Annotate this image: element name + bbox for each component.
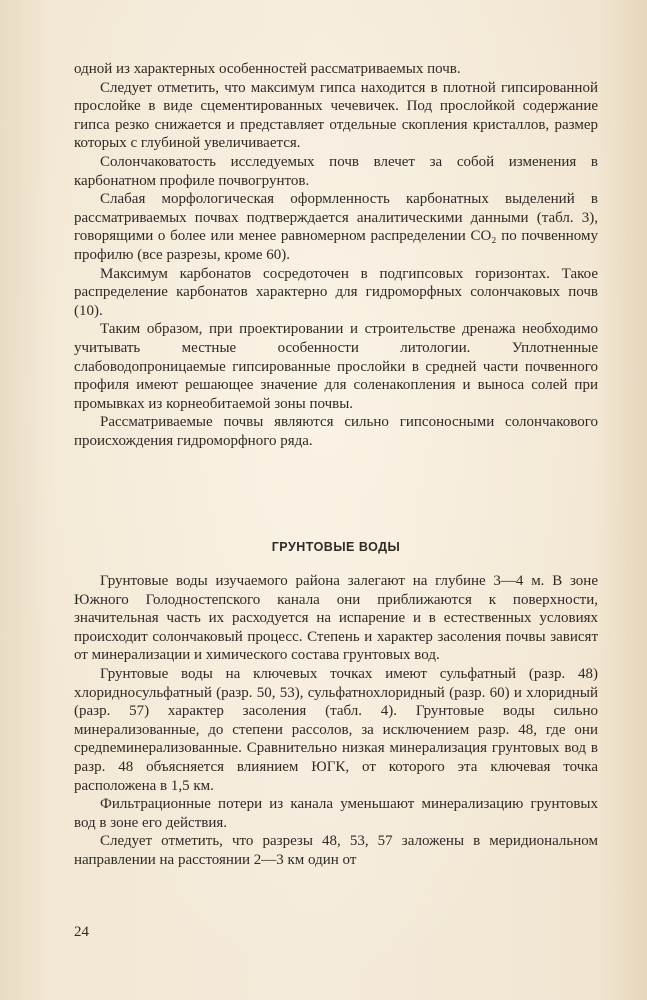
text-block-groundwater	[74, 572, 598, 870]
paragraph: Солончаковатость исследуемых почв влечет за собой изменения в карбонатном профиле почвогрунтов.	[74, 153, 598, 189]
paragraph: Фильтрационные потери из канала уменьшают минерализацию грунтовых вод в зоне его действия.	[74, 796, 598, 831]
paragraph: Следует отметить, что разрезы 48, 53, 57 заложены в меридиональном направлении на расстоянии 2—3 км один от	[74, 833, 598, 868]
section-heading: ГРУНТОВЫЕ ВОДЫ	[271, 540, 401, 554]
paragraph: Грунтовые воды на ключевых точках имеют сульфатный (разр. 48) хлоридносульфатный (разр. 50, 53), сульфатнохлоридный (разр. 60) и хлоридный (разр. 57) характер засоления (табл. 4). Грунтовые воды сильно минерализованные, до степени рассолов, за исключением разр. 48, где они средneминерализованные. Сравнительно низкая минерализация грунтовых вод в разр. 48 объясняется влиянием ЮГК, от которого эта ключевая точка расположена в 1,5 км.	[74, 665, 598, 794]
paragraph: Максимум карбонатов сосредоточен в подгипсовых горизонтах. Такое распределение карбонатов характерно для гидроморфных солончаковых почв (10).	[74, 265, 598, 319]
page-number: 24	[74, 924, 89, 940]
paragraph: Следует отметить, что максимум гипса находится в плотной гипсированной прослойке в виде сцементированных чечевичек. Под прослойкой содержание гипса резко снижается и представляет отдельные скопления кристаллов, размер которых с глубиной увеличивается.	[74, 79, 598, 152]
paragraph: Грунтовые воды изучаемого района залегают на глубине 3—4 м. В зоне Южного Голодностепского канала они приближаются к поверхности, значительная часть их расходуется на испарение и в естественных условиях происходит солончаковый процесс. Степень и характер засоления почвы зависят от минерализации и химического состава грунтовых вод.	[74, 573, 598, 664]
paragraph: Рассматриваемые почвы являются сильно гипсоносными солончакового происхождения гидроморфного ряда.	[74, 414, 598, 449]
paragraph: Слабая морфологическая оформленность карбонатных выделений в рассматриваемых почвах подтверждается аналитическими данными (табл. 3), говорящими о более или менее равномерном распределении CO₂ по почвенному профилю (все разрезы, кроме 60).	[74, 191, 598, 263]
text-block-soils	[74, 60, 598, 450]
paragraph: Таким образом, при проектировании и строительстве дренажа необходимо учитывать местные особенности литологии. Уплотненные слабоводопроницаемые гипсированные прослойки в средней части почвенного профиля имеют решающее значение для соленакопления и выноса солей при промывках из корнеобитаемой зоны почвы.	[74, 321, 598, 412]
paragraph: одной из характерных особенностей рассматриваемых почв.	[74, 61, 461, 77]
